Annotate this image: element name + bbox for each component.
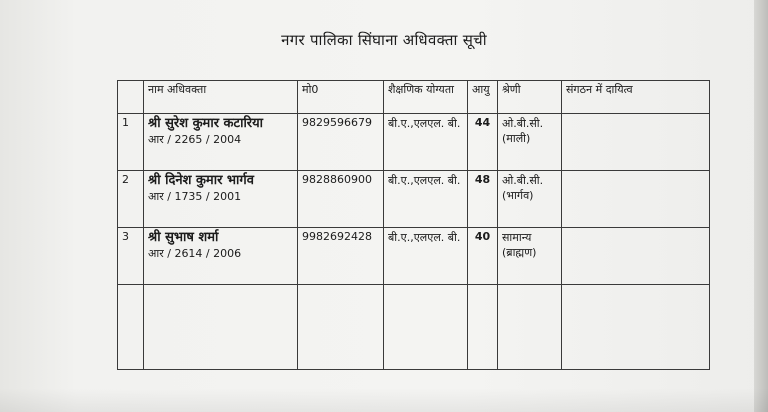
registration-number: आर / 1735 / 2001 (148, 190, 242, 203)
cell-age: 44 (468, 114, 498, 171)
header-sn (118, 81, 144, 114)
cell-responsibility (562, 228, 710, 285)
registration-number: आर / 2614 / 2006 (148, 247, 242, 260)
cell-qualification: बी.ए.,एलएल. बी. (384, 228, 468, 285)
empty-table-row (118, 285, 710, 370)
cell-name (144, 114, 298, 171)
cell-empty (118, 285, 144, 370)
cell-age: 48 (468, 171, 498, 228)
advocate-name: श्री दिनेश कुमार भार्गव (148, 173, 254, 188)
cell-responsibility (562, 171, 710, 228)
cell-category: सामान्य (ब्राह्मण) (498, 228, 562, 285)
cell-qualification: बी.ए.,एलएल. बी. (384, 114, 468, 171)
header-responsibility: संगठन में दायित्व (562, 81, 710, 114)
cell-category: ओ.बी.सी. (भार्गव) (498, 171, 562, 228)
table-row (118, 228, 710, 285)
header-mobile: मो0 (298, 81, 384, 114)
table-row (118, 114, 710, 171)
cell-sn: 3 (118, 228, 144, 285)
header-qualification: शैक्षणिक योग्यता (384, 81, 468, 114)
cell-name (144, 228, 298, 285)
cell-sn: 1 (118, 114, 144, 171)
cell-mobile: 9829596679 (298, 114, 384, 171)
cell-empty (144, 285, 298, 370)
table-header-row (118, 81, 710, 114)
table-row (118, 171, 710, 228)
cell-qualification: बी.ए.,एलएल. बी. (384, 171, 468, 228)
cell-mobile: 9982692428 (298, 228, 384, 285)
cell-empty (562, 285, 710, 370)
header-age: आयु (468, 81, 498, 114)
header-name: नाम अधिवक्ता (144, 81, 298, 114)
advocate-name: श्री सुरेश कुमार कटारिया (148, 116, 264, 131)
page-shadow (0, 388, 768, 412)
cell-empty (468, 285, 498, 370)
page-edge (754, 0, 768, 412)
cell-mobile: 9828860900 (298, 171, 384, 228)
document-title: नगर पालिका सिंघाना अधिवक्ता सूची (281, 31, 487, 49)
registration-number: आर / 2265 / 2004 (148, 133, 242, 146)
header-category: श्रेणी (498, 81, 562, 114)
cell-name (144, 171, 298, 228)
cell-age: 40 (468, 228, 498, 285)
advocate-name: श्री सुभाष शर्मा (148, 230, 219, 245)
cell-sn: 2 (118, 171, 144, 228)
cell-empty (298, 285, 384, 370)
cell-empty (498, 285, 562, 370)
cell-category: ओ.बी.सी. (माली) (498, 114, 562, 171)
cell-responsibility (562, 114, 710, 171)
advocate-list-table (117, 80, 710, 370)
cell-empty (384, 285, 468, 370)
